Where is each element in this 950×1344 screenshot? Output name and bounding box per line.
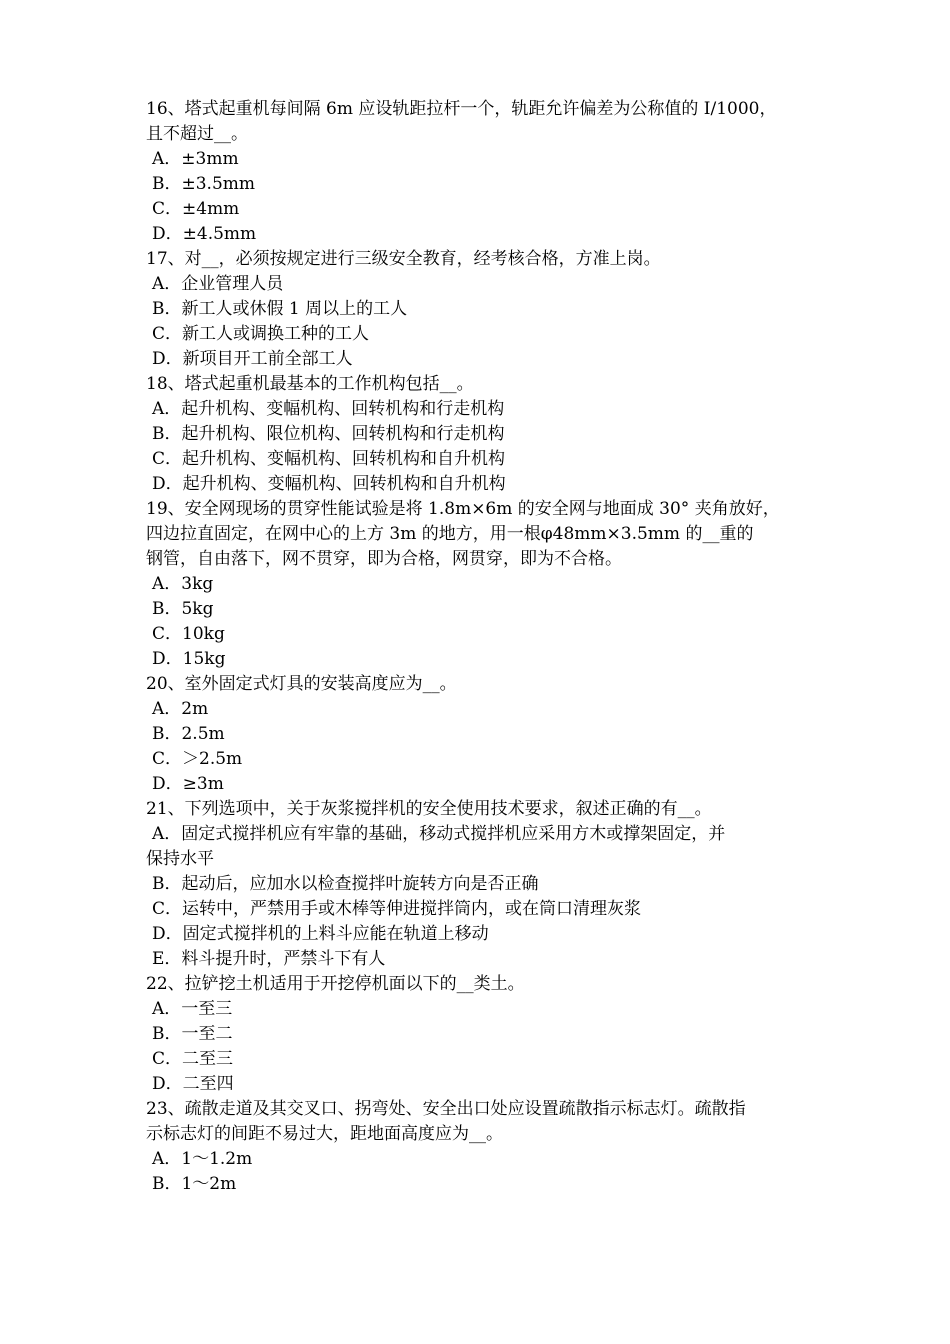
answer-option: C．新工人或调换工种的工人 (152, 324, 370, 344)
question-text-continued: 且不超过__。 (146, 124, 248, 144)
answer-option: B．新工人或休假 1 周以上的工人 (152, 299, 408, 319)
question-text: 20、室外固定式灯具的安装高度应为__。 (146, 674, 457, 694)
answer-option: A．2m (152, 699, 209, 719)
answer-option: C．运转中，严禁用手或木棒等伸进搅拌筒内，或在筒口清理灰浆 (152, 899, 642, 919)
answer-option: D．起升机构、变幅机构、回转机构和自升机构 (152, 474, 506, 494)
answer-option: E．料斗提升时，严禁斗下有人 (152, 949, 386, 969)
question-block (146, 97, 816, 247)
question-block (146, 497, 816, 672)
answer-option-continued: 保持水平 (146, 849, 214, 869)
question-list (146, 97, 816, 1197)
answer-option: A．企业管理人员 (152, 274, 284, 294)
answer-option: C．±4mm (152, 199, 240, 219)
answer-option: B．1～2m (152, 1174, 237, 1194)
answer-option: A．1～1.2m (152, 1149, 253, 1169)
question-text: 17、对__，必须按规定进行三级安全教育，经考核合格，方准上岗。 (146, 249, 661, 269)
answer-option: A．起升机构、变幅机构、回转机构和行走机构 (152, 399, 505, 419)
question-block (146, 972, 816, 1097)
answer-option: C．＞2.5m (152, 749, 243, 769)
question-text-continued: 示标志灯的间距不易过大，距地面高度应为__。 (146, 1124, 503, 1144)
answer-option: B．起动后，应加水以检查搅拌叶旋转方向是否正确 (152, 874, 539, 894)
answer-option: A．固定式搅拌机应有牢靠的基础，移动式搅拌机应采用方木或撑架固定，并 (152, 824, 726, 844)
answer-option: D．±4.5mm (152, 224, 257, 244)
question-block (146, 1097, 816, 1197)
question-text-continued: 四边拉直固定，在网中心的上方 3m 的地方，用一根φ48mm×3.5mm 的__重的 (146, 524, 754, 544)
answer-option: B．±3.5mm (152, 174, 256, 194)
question-text: 22、拉铲挖土机适用于开挖停机面以下的__类土。 (146, 974, 525, 994)
question-block (146, 672, 816, 797)
answer-option: C．10kg (152, 624, 225, 644)
question-text: 16、塔式起重机每间隔 6m 应设轨距拉杆一个，轨距允许偏差为公称值的 I/1000， (146, 99, 777, 119)
answer-option: D．固定式搅拌机的上料斗应能在轨道上移动 (152, 924, 489, 944)
answer-option: D．新项目开工前全部工人 (152, 349, 353, 369)
question-block (146, 247, 816, 372)
question-text: 21、下列选项中，关于灰浆搅拌机的安全使用技术要求，叙述正确的有__。 (146, 799, 712, 819)
answer-option: B．起升机构、限位机构、回转机构和行走机构 (152, 424, 505, 444)
answer-option: B．2.5m (152, 724, 225, 744)
answer-option: C．起升机构、变幅机构、回转机构和自升机构 (152, 449, 506, 469)
answer-option: B．5kg (152, 599, 214, 619)
answer-option: D．15kg (152, 649, 226, 669)
answer-option: B．一至二 (152, 1024, 233, 1044)
answer-option: A．一至三 (152, 999, 233, 1019)
answer-option: D．二至四 (152, 1074, 234, 1094)
answer-option: D．≥3m (152, 774, 224, 794)
question-text: 18、塔式起重机最基本的工作机构包括__。 (146, 374, 474, 394)
question-text: 19、安全网现场的贯穿性能试验是将 1.8m×6m 的安全网与地面成 30° 夹角放好， (146, 499, 780, 519)
answer-option: C．二至三 (152, 1049, 234, 1069)
question-block (146, 372, 816, 497)
answer-option: A．3kg (152, 574, 214, 594)
question-text: 23、疏散走道及其交叉口、拐弯处、安全出口处应设置疏散指示标志灯。疏散指 (146, 1099, 746, 1119)
answer-option: A．±3mm (152, 149, 239, 169)
question-block (146, 797, 816, 972)
question-text-continued: 钢管，自由落下，网不贯穿，即为合格，网贯穿，即为不合格。 (146, 549, 622, 569)
